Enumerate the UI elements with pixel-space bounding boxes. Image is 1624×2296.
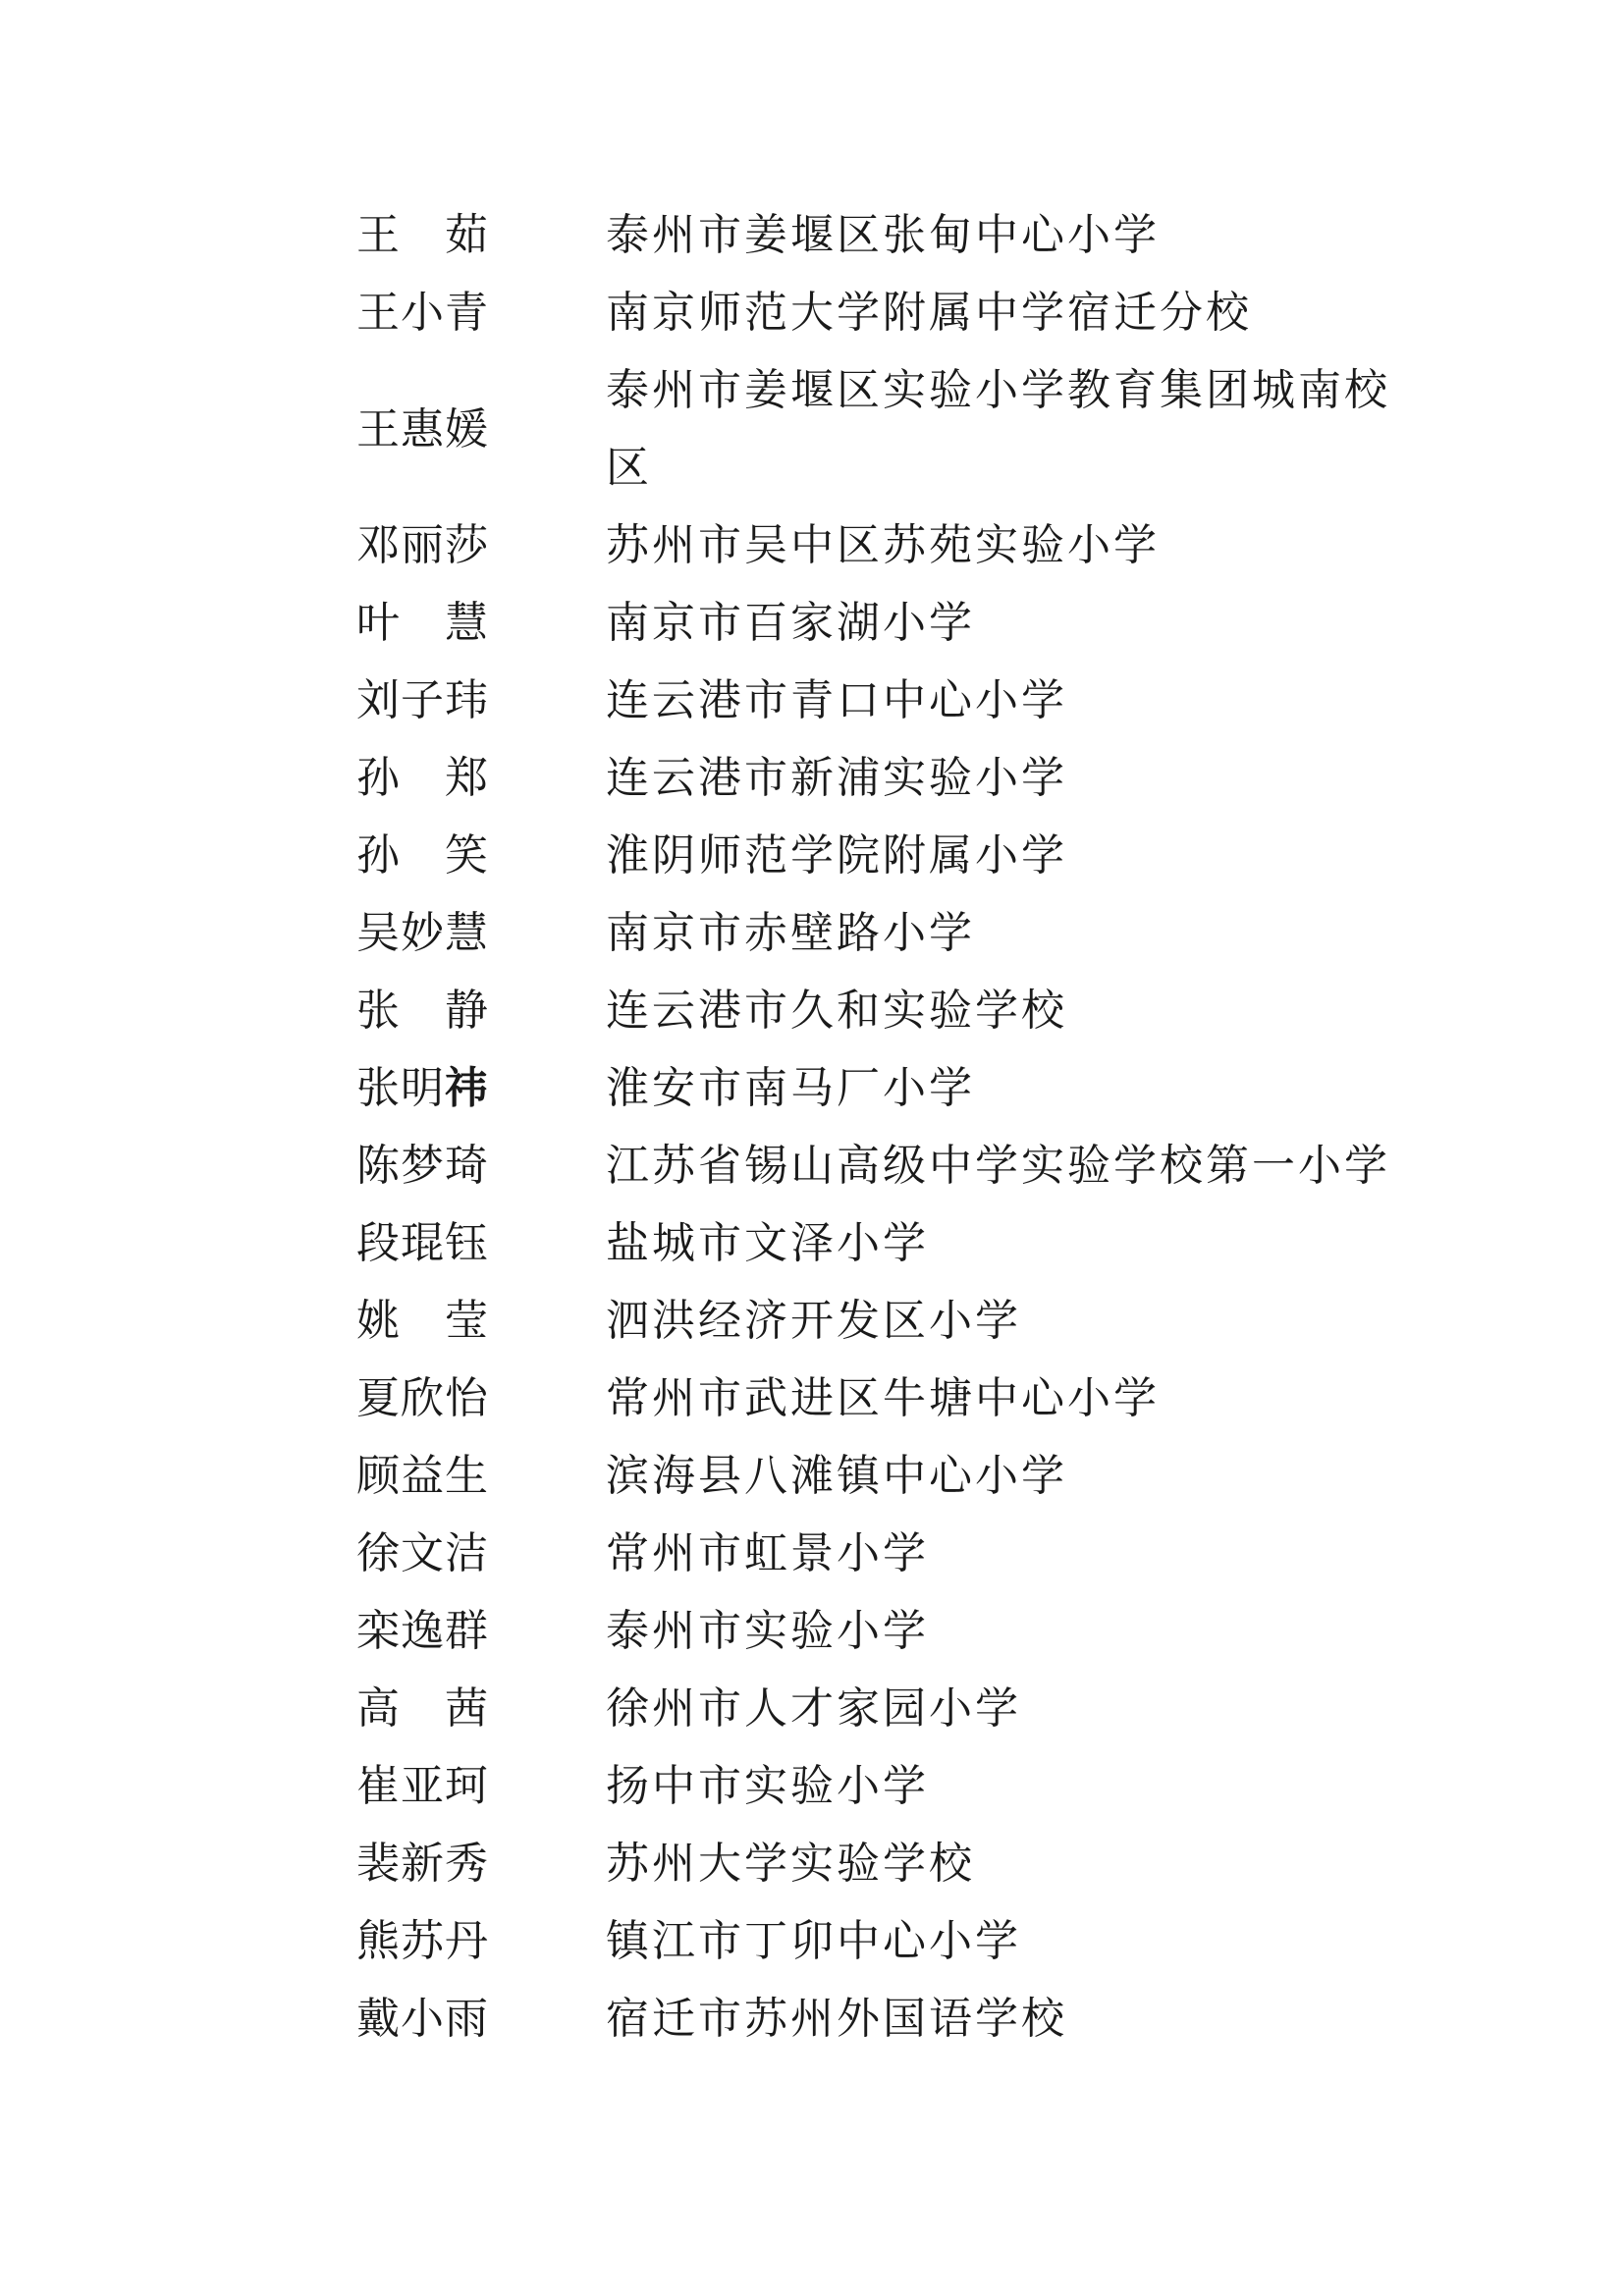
table-row — [356, 584, 1407, 662]
school-name: 徐州市人才家园小学 — [606, 1684, 1021, 1733]
school-name: 宿迁市苏州外国语学校 — [606, 1995, 1067, 2043]
teacher-name: 张 静 — [356, 987, 489, 1035]
school-name: 江苏省锡山高级中学实验学校第一小学 — [606, 1142, 1390, 1190]
school-name: 连云港市青口中心小学 — [606, 676, 1067, 724]
teacher-name: 徐文洁 — [356, 1529, 489, 1577]
teacher-name: 栾逸群 — [356, 1607, 489, 1655]
teacher-roster — [356, 196, 1407, 2057]
teacher-name: 刘子玮 — [356, 676, 489, 724]
table-row — [356, 1360, 1407, 1437]
school-name: 连云港市久和实验学校 — [606, 987, 1067, 1035]
teacher-name: 王 茹 — [356, 211, 489, 259]
school-name: 滨海县八滩镇中心小学 — [606, 1452, 1067, 1500]
school-name: 南京市百家湖小学 — [606, 599, 975, 647]
teacher-name: 顾益生 — [356, 1452, 489, 1500]
teacher-name: 裴新秀 — [356, 1840, 489, 1888]
table-row — [356, 1670, 1407, 1747]
table-row — [356, 817, 1407, 894]
teacher-name: 叶 慧 — [356, 599, 489, 647]
teacher-name: 吴妙慧 — [356, 909, 489, 957]
teacher-name: 张明祎 — [356, 1064, 489, 1112]
school-name: 淮阴师范学院附属小学 — [606, 831, 1067, 880]
teacher-name: 戴小雨 — [356, 1995, 489, 2043]
school-name: 盐城市文泽小学 — [606, 1219, 929, 1267]
table-row — [356, 1049, 1407, 1127]
teacher-name: 邓丽莎 — [356, 521, 489, 569]
school-name: 苏州市吴中区苏苑实验小学 — [606, 521, 1160, 569]
table-row — [356, 1825, 1407, 1902]
table-row — [356, 1204, 1407, 1282]
school-name: 连云港市新浦实验小学 — [606, 754, 1067, 802]
teacher-name: 高 茜 — [356, 1684, 489, 1733]
school-name: 泰州市姜堰区张甸中心小学 — [606, 211, 1160, 259]
table-row — [356, 894, 1407, 972]
table-row — [356, 196, 1407, 274]
table-row — [356, 1282, 1407, 1360]
school-name: 镇江市丁卯中心小学 — [606, 1917, 1021, 1965]
table-row — [356, 1902, 1407, 1980]
teacher-name: 姚 莹 — [356, 1297, 489, 1345]
teacher-name: 王小青 — [356, 289, 489, 337]
teacher-name: 段琨钰 — [356, 1219, 489, 1267]
school-name: 泰州市实验小学 — [606, 1607, 929, 1655]
school-name: 南京市赤壁路小学 — [606, 909, 975, 957]
table-row — [356, 972, 1407, 1049]
school-name: 扬中市实验小学 — [606, 1762, 929, 1810]
table-row — [356, 739, 1407, 817]
school-name: 苏州大学实验学校 — [606, 1840, 975, 1888]
table-row — [356, 1747, 1407, 1825]
teacher-name: 夏欣怡 — [356, 1374, 489, 1422]
teacher-name: 熊苏丹 — [356, 1917, 489, 1965]
school-name: 泰州市姜堰区实验小学教育集团城南校区 — [606, 366, 1390, 492]
school-name: 常州市武进区牛塘中心小学 — [606, 1374, 1160, 1422]
teacher-name: 孙 郑 — [356, 754, 489, 802]
table-row — [356, 1127, 1407, 1204]
table-row — [356, 1437, 1407, 1515]
table-row — [356, 507, 1407, 584]
school-name: 南京师范大学附属中学宿迁分校 — [606, 289, 1252, 337]
table-row — [356, 1515, 1407, 1592]
table-row — [356, 351, 1407, 507]
teacher-name-bold-char: 祎 — [445, 1064, 489, 1112]
school-name: 常州市虹景小学 — [606, 1529, 929, 1577]
teacher-name: 孙 笑 — [356, 831, 489, 880]
teacher-name: 陈梦琦 — [356, 1142, 489, 1190]
table-row — [356, 1980, 1407, 2057]
teacher-name: 王惠媛 — [356, 404, 489, 454]
school-name: 泗洪经济开发区小学 — [606, 1297, 1021, 1345]
table-row — [356, 274, 1407, 351]
table-row — [356, 1592, 1407, 1670]
table-row — [356, 662, 1407, 739]
school-name: 淮安市南马厂小学 — [606, 1064, 975, 1112]
teacher-name: 崔亚珂 — [356, 1762, 489, 1810]
